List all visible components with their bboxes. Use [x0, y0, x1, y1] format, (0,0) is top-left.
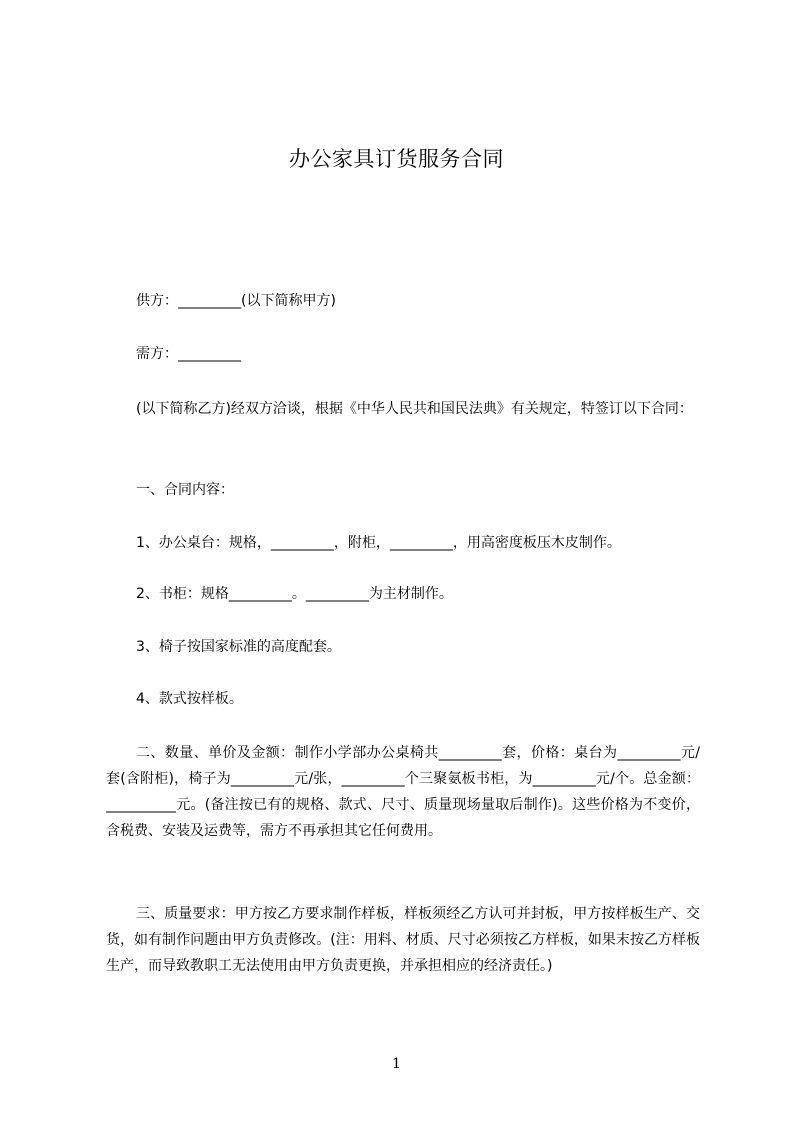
- document-title: 办公家具订货服务合同: [289, 147, 504, 171]
- section1-heading: 一、合同内容：: [136, 482, 234, 498]
- section2-quantity-price: 二、数量、单价及金额：制作小学部办公桌椅共_________套，价格：桌台为_________元/套(含附柜)，椅子为_________元/张，_________个三聚氨板书柜，为_________元/个。总金额：__________元。(备注按已有的规格、款式、尺寸、质量现场量取后制作)。这些价格为不变价，含税费、安装及运费等，需方不再承担其它任何费用。: [106, 745, 700, 839]
- item3-chair: 3、椅子按国家标准的高度配套。: [136, 639, 341, 655]
- item4-style: 4、款式按样板。: [136, 691, 243, 707]
- item2-bookcase: 2、书柜：规格_________。_________为主材制作。: [136, 586, 453, 602]
- supplier-line: 供方：_________(以下简称甲方): [136, 293, 336, 309]
- page-number: 1: [392, 1056, 401, 1072]
- item1-desk: 1、办公桌台：规格，_________，附柜，_________，用高密度板压木皮制作。: [136, 535, 621, 551]
- intro-paragraph: (以下简称乙方)经双方洽谈，根据《中华人民共和国民法典》有关规定，特签订以下合同：: [136, 401, 693, 417]
- section3-quality: 三、质量要求：甲方按乙方要求制作样板，样板须经乙方认可并封板，甲方按样板生产、交货，如有制作问题由甲方负责修改。(注：用料、材质、尺寸必须按乙方样板，如果末按乙方样板生产，而导致教职工无法使用由甲方负责更换，并承担相应的经济责任。): [106, 906, 700, 974]
- buyer-line: 需方：_________: [136, 346, 241, 362]
